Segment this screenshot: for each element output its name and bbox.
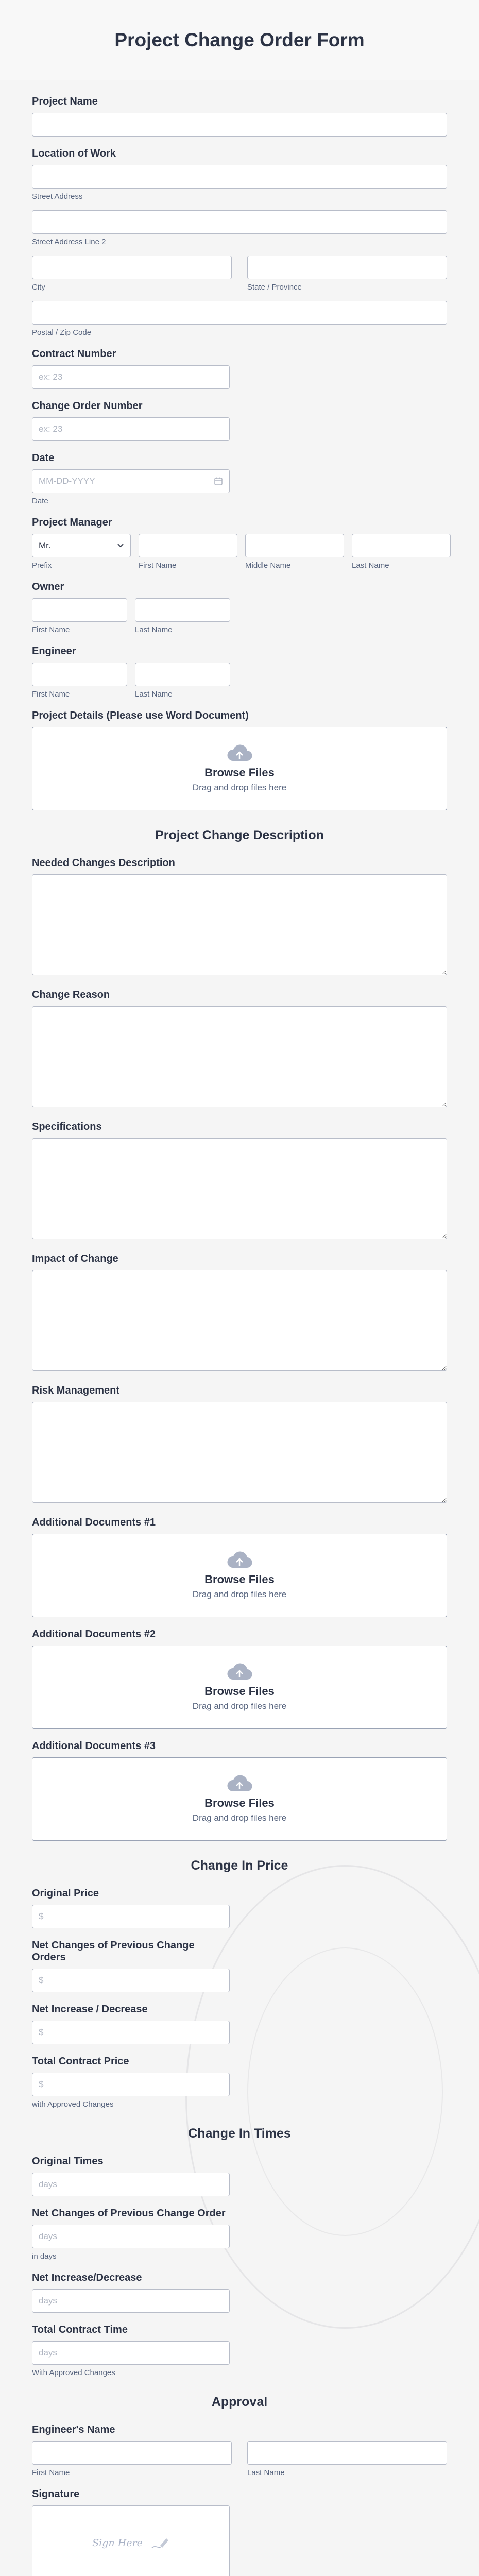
additional-docs-2-label: Additional Documents #2 xyxy=(32,1629,156,1640)
net-changes-prev-input[interactable] xyxy=(32,1969,230,1992)
specifications-textarea[interactable] xyxy=(32,1138,447,1239)
change-reason-question xyxy=(32,989,447,1110)
net-increase-times-question xyxy=(32,2272,447,2313)
net-increase-input[interactable] xyxy=(32,2021,230,2044)
total-contract-time-label: Total Contract Time xyxy=(32,2324,128,2335)
form-content xyxy=(0,80,479,2576)
additional-docs-3-upload[interactable] xyxy=(32,1757,447,1841)
contract-number-question xyxy=(32,348,447,389)
total-contract-time-sublabel: With Approved Changes xyxy=(32,2368,115,2377)
needed-changes-textarea[interactable] xyxy=(32,874,447,975)
additional-docs-1-question xyxy=(32,1517,447,1617)
city-sublabel: City xyxy=(32,283,45,292)
section-approval: Approval xyxy=(211,2395,268,2409)
engineers-first-name-input[interactable] xyxy=(32,2441,232,2465)
impact-textarea[interactable] xyxy=(32,1270,447,1371)
section-change-in-price: Change In Price xyxy=(191,1858,288,1873)
city-input[interactable] xyxy=(32,256,232,279)
original-price-label: Original Price xyxy=(32,1888,99,1899)
owner-first-name-sublabel: First Name xyxy=(32,625,70,634)
risk-textarea[interactable] xyxy=(32,1402,447,1503)
needed-changes-label: Needed Changes Description xyxy=(32,857,175,869)
additional-docs-1-upload[interactable] xyxy=(32,1534,447,1617)
engineer-last-name-input[interactable] xyxy=(135,663,230,686)
additional-docs-3-question xyxy=(32,1740,447,1841)
net-increase-question xyxy=(32,2004,447,2044)
project-details-label: Project Details (Please use Word Document) xyxy=(32,710,249,721)
net-increase-times-input[interactable] xyxy=(32,2289,230,2313)
postal-code-input[interactable] xyxy=(32,301,447,325)
postal-code-sublabel: Postal / Zip Code xyxy=(32,328,92,337)
additional-docs-3-label: Additional Documents #3 xyxy=(32,1740,156,1752)
street-address-sublabel: Street Address xyxy=(32,192,83,201)
additional-docs-2-question xyxy=(32,1629,447,1729)
engineers-last-name-input[interactable] xyxy=(247,2441,447,2465)
drag-drop-text: Drag and drop files here xyxy=(192,1813,287,1823)
total-contract-price-label: Total Contract Price xyxy=(32,2056,129,2067)
pm-middle-name-input[interactable] xyxy=(245,534,344,557)
street-address-input[interactable] xyxy=(32,165,447,189)
prefix-select[interactable] xyxy=(32,534,131,557)
net-changes-prev-times-question xyxy=(32,2208,447,2261)
change-reason-textarea[interactable] xyxy=(32,1006,447,1107)
drag-drop-text: Drag and drop files here xyxy=(192,783,287,792)
pm-last-name-input[interactable] xyxy=(352,534,451,557)
original-price-input[interactable] xyxy=(32,1905,230,1928)
browse-files-text: Browse Files xyxy=(204,1573,275,1586)
engineer-signature-pad[interactable] xyxy=(32,2505,230,2576)
engineers-first-name-sublabel: First Name xyxy=(32,2468,70,2477)
location-label: Location of Work xyxy=(32,148,116,159)
contract-number-label: Contract Number xyxy=(32,348,116,360)
pm-first-name-input[interactable] xyxy=(139,534,237,557)
form-header xyxy=(0,0,479,80)
change-reason-label: Change Reason xyxy=(32,989,110,1001)
original-times-input[interactable] xyxy=(32,2173,230,2196)
risk-label: Risk Management xyxy=(32,1385,120,1396)
sign-here-text: Sign Here xyxy=(92,2537,143,2549)
specifications-label: Specifications xyxy=(32,1121,102,1132)
form-title: Project Change Order Form xyxy=(114,29,365,50)
risk-question xyxy=(32,1385,447,1505)
total-contract-price-question xyxy=(32,2056,447,2109)
net-changes-prev-question xyxy=(32,1940,447,1992)
original-times-label: Original Times xyxy=(32,2156,104,2167)
engineers-last-name-sublabel: Last Name xyxy=(247,2468,285,2477)
street-address-2-input[interactable] xyxy=(32,210,447,234)
owner-question xyxy=(32,581,447,634)
project-manager-label: Project Manager xyxy=(32,517,112,528)
additional-docs-1-label: Additional Documents #1 xyxy=(32,1517,156,1528)
total-contract-price-input[interactable] xyxy=(32,2073,230,2096)
date-label: Date xyxy=(32,452,55,464)
state-input[interactable] xyxy=(247,256,447,279)
engineer-first-name-input[interactable] xyxy=(32,663,127,686)
street-address-2-sublabel: Street Address Line 2 xyxy=(32,238,106,246)
needed-changes-question xyxy=(32,857,447,978)
additional-docs-2-upload[interactable] xyxy=(32,1646,447,1729)
total-contract-price-sublabel: with Approved Changes xyxy=(32,2100,114,2109)
project-details-upload[interactable] xyxy=(32,727,447,810)
project-details-question xyxy=(32,710,447,810)
original-price-question xyxy=(32,1888,447,1928)
cloud-upload-icon xyxy=(227,1775,252,1792)
date-sublabel: Date xyxy=(32,497,48,505)
net-changes-prev-times-input[interactable] xyxy=(32,2225,230,2248)
engineer-label: Engineer xyxy=(32,646,76,657)
drag-drop-text: Drag and drop files here xyxy=(192,1589,287,1599)
change-order-number-label: Change Order Number xyxy=(32,400,143,412)
net-changes-prev-times-label: Net Changes of Previous Change Order xyxy=(32,2208,226,2219)
pen-icon xyxy=(149,2535,169,2551)
owner-label: Owner xyxy=(32,581,64,592)
browse-files-text: Browse Files xyxy=(204,1797,275,1809)
state-sublabel: State / Province xyxy=(247,283,302,292)
cloud-upload-icon xyxy=(227,1663,252,1681)
pm-first-name-sublabel: First Name xyxy=(139,561,177,570)
project-name-label: Project Name xyxy=(32,96,98,107)
date-input[interactable] xyxy=(32,469,230,493)
section-project-change-description: Project Change Description xyxy=(155,828,324,842)
engineers-name-label: Engineer's Name xyxy=(32,2424,115,2435)
project-name-question xyxy=(32,96,447,137)
total-contract-time-input[interactable] xyxy=(32,2341,230,2365)
engineer-signature-label: Signature xyxy=(32,2488,80,2500)
engineer-signature-question xyxy=(32,2488,447,2576)
pm-last-name-sublabel: Last Name xyxy=(352,561,389,570)
owner-last-name-input[interactable] xyxy=(135,598,230,622)
section-change-in-times: Change In Times xyxy=(188,2126,291,2141)
impact-question xyxy=(32,1253,447,1374)
drag-drop-text: Drag and drop files here xyxy=(192,1701,287,1711)
project-name-input[interactable] xyxy=(32,113,447,137)
prefix-select-value: Mr. xyxy=(39,540,51,550)
net-increase-label: Net Increase / Decrease xyxy=(32,2004,148,2015)
owner-last-name-sublabel: Last Name xyxy=(135,625,173,634)
net-increase-times-label: Net Increase/Decrease xyxy=(32,2272,142,2283)
change-order-number-question xyxy=(32,400,447,441)
cloud-upload-icon xyxy=(227,1551,252,1569)
owner-first-name-input[interactable] xyxy=(32,598,127,622)
engineer-last-name-sublabel: Last Name xyxy=(135,690,173,699)
original-times-question xyxy=(32,2156,447,2196)
impact-label: Impact of Change xyxy=(32,1253,118,1264)
total-contract-time-question xyxy=(32,2324,447,2377)
date-question xyxy=(32,452,447,505)
location-question xyxy=(32,148,447,337)
prefix-sublabel: Prefix xyxy=(32,561,52,570)
project-manager-question xyxy=(32,517,447,570)
engineers-name-question xyxy=(32,2424,447,2477)
change-order-number-input[interactable] xyxy=(32,417,230,441)
browse-files-text: Browse Files xyxy=(204,766,275,779)
engineer-first-name-sublabel: First Name xyxy=(32,690,70,699)
engineer-question xyxy=(32,646,447,699)
date-placeholder: MM-DD-YYYY xyxy=(39,476,95,486)
contract-number-input[interactable] xyxy=(32,365,230,389)
pm-middle-name-sublabel: Middle Name xyxy=(245,561,291,570)
calendar-icon[interactable] xyxy=(214,477,223,486)
net-changes-prev-times-sublabel: in days xyxy=(32,2252,57,2261)
specifications-question xyxy=(32,1121,447,1242)
chevron-down-icon xyxy=(117,543,124,548)
net-changes-prev-label: Net Changes of Previous Change Orders xyxy=(32,1940,195,1963)
cloud-upload-icon xyxy=(227,744,252,762)
browse-files-text: Browse Files xyxy=(204,1685,275,1698)
